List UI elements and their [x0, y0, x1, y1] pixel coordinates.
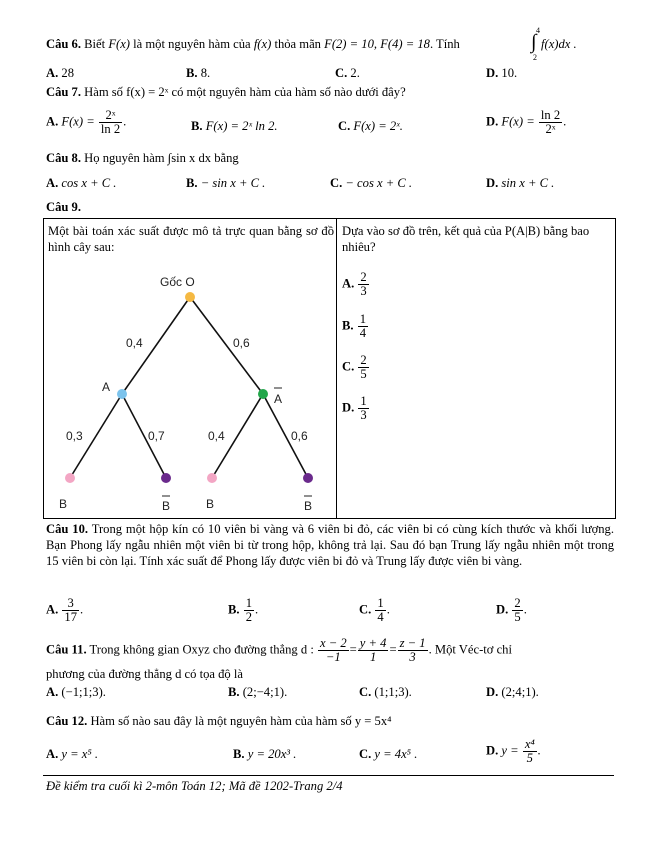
q6-option-d: [486, 66, 517, 81]
option-letter: A.: [46, 66, 59, 80]
option-letter: B.: [342, 318, 354, 333]
option-letter: C.: [359, 685, 372, 699]
q12-option-d: [486, 738, 541, 765]
option-letter: C.: [330, 176, 343, 190]
option-fraction: [244, 597, 254, 624]
option-prefix: F(x) =: [501, 114, 535, 129]
fraction-numerator: 2ˣ: [99, 109, 122, 123]
option-value: y = 20x³ .: [247, 747, 297, 761]
q6-option-b: [186, 66, 210, 81]
q12-label: Câu 12.: [46, 714, 88, 728]
leaf-b-2: [207, 473, 217, 483]
q7-option-a: [46, 109, 126, 136]
q9-option-d: [342, 395, 370, 422]
fraction-denominator: 17: [64, 610, 77, 624]
prob-abar-b: 0,4: [208, 429, 225, 443]
option-fraction: [62, 597, 79, 624]
q7-label: Câu 7.: [46, 85, 81, 99]
q7-text: Hàm số f(x) = 2ˣ có một nguyên hàm của hàm số nào dưới đây?: [84, 85, 406, 99]
option-letter: A.: [46, 747, 59, 761]
option-letter: C.: [335, 66, 348, 80]
fraction-denominator: ln 2: [100, 122, 121, 136]
fraction-numerator: x⁴: [524, 737, 535, 751]
fraction-numerator: 1: [360, 394, 367, 408]
option-letter: D.: [486, 66, 499, 80]
option-value: F(x) = 2ˣ ln 2.: [205, 119, 278, 133]
option-letter: C.: [359, 602, 372, 617]
option-value: 28: [61, 66, 74, 80]
line-fraction-x: [318, 637, 349, 664]
prob-abar-bbar: 0,6: [291, 429, 308, 443]
q11-text2: . Một Véc-tơ chỉ: [428, 642, 512, 657]
q6-option-a: [46, 66, 74, 81]
q8-option-c: [330, 176, 412, 191]
line-fraction-z: [398, 637, 428, 664]
q8-option-a: [46, 176, 116, 191]
option-letter: A.: [46, 685, 59, 699]
prob-a-b: 0,3: [66, 429, 83, 443]
q6-fx: f(x): [253, 37, 272, 51]
option-value: sin x + C .: [501, 176, 555, 190]
label-leaf-bbar-1: B: [162, 499, 171, 513]
q12-text: Hàm số nào sau đây là một nguyên hàm của hàm số y = 5x⁴: [90, 714, 392, 728]
fraction-numerator: 1: [245, 596, 253, 610]
node-a: [117, 389, 127, 399]
option-letter: B.: [186, 176, 198, 190]
option-value: (−1;1;3).: [61, 685, 106, 699]
option-letter: D.: [486, 114, 499, 129]
option-prefix: y =: [501, 743, 519, 758]
option-letter: B.: [191, 119, 203, 133]
fraction-denominator: 2ˣ: [545, 122, 556, 136]
label-leaf-bbar-2: B: [304, 499, 313, 513]
q10-text: Trong một hộp kín có 10 viên bi vàng và 6 viên bi đỏ, các viên bi có cùng kích thước và khối lượng. Bạn Phong lấy ngẫu nhiên một viên bi từ trong hộp, không trả lại. Sau đó bạn Trung lấy ngẫu nhiên một trong 15 viên bi còn lại. Tính xác suất để Phong lấy được viên bi đỏ và Trung lấy được viên bi vàng.: [46, 522, 615, 568]
q10-option-b: B. $\frac{1}{2}$ .: [228, 596, 259, 624]
fraction-numerator: 2: [360, 270, 367, 284]
fraction-numerator: 3: [62, 597, 79, 611]
q6-condition: F(2) = 10, F(4) = 18: [324, 37, 430, 51]
q8-option-b: [186, 176, 265, 191]
option-value: (2;−4;1).: [242, 685, 288, 699]
q8-option-d: [486, 176, 554, 191]
q12-stem: [46, 714, 392, 729]
root-node: [185, 292, 195, 302]
q6-int-upper: 4: [536, 26, 540, 35]
q6-Fx: F(x): [108, 37, 130, 51]
fraction-numerator: 2: [360, 353, 367, 367]
option-value: cos x + C .: [61, 176, 117, 190]
footer-rule: [43, 775, 614, 776]
q9-label: Câu 9.: [46, 200, 81, 214]
fraction-numerator: 2: [514, 596, 521, 610]
q9-option-c: [342, 354, 370, 381]
q6-text3: thỏa mãn: [274, 37, 321, 51]
root-label: Gốc O: [160, 275, 195, 289]
fraction-denominator: 3: [360, 284, 367, 298]
option-letter: C.: [338, 119, 351, 133]
q9-right-cell-text: Dựa vào sơ đồ trên, kết quả của P(A|B) bằng bao nhiêu?: [342, 224, 590, 254]
edge-root-abar: [190, 297, 263, 394]
option-letter: A.: [46, 114, 59, 129]
leaf-b-1: [65, 473, 75, 483]
option-letter: D.: [486, 685, 499, 699]
option-letter: C.: [342, 359, 355, 374]
q9-left-cell-text: Một bài toán xác suất được mô tả trực quan bằng sơ đồ hình cây sau:: [48, 224, 334, 254]
q9-option-b: [342, 313, 369, 340]
option-value: y = x⁵ .: [61, 747, 99, 761]
option-value: (2;4;1).: [501, 685, 539, 699]
fraction-denominator: 4: [359, 326, 367, 340]
option-value: 10.: [501, 66, 518, 80]
q6-label: Câu 6.: [46, 37, 81, 51]
option-letter: B.: [228, 602, 240, 617]
table-divider: [336, 219, 337, 518]
option-fraction: [358, 354, 368, 381]
label-node-abar: A: [274, 392, 283, 406]
option-prefix: F(x) =: [61, 114, 95, 129]
option-value: − cos x + C .: [345, 176, 413, 190]
q10-option-c: C. $\frac{1}{4}$ .: [359, 596, 390, 624]
fraction-denominator: 1: [369, 650, 377, 664]
q6-stem: [46, 37, 460, 52]
option-fraction: [358, 395, 368, 422]
q7-option-c: [338, 119, 403, 134]
option-letter: D.: [342, 400, 355, 415]
option-fraction: [358, 271, 368, 298]
option-value: 8.: [200, 66, 211, 80]
q9-table: [43, 218, 616, 519]
q11-option-d: [486, 685, 539, 700]
leaf-bbar-1: [161, 473, 171, 483]
leaf-bbar-2: [303, 473, 313, 483]
q12-option-a: [46, 747, 98, 762]
q8-label: Câu 8.: [46, 151, 81, 165]
option-suffix: .: [537, 743, 541, 758]
option-fraction: [539, 109, 562, 136]
option-suffix: .: [563, 114, 567, 129]
option-letter: D.: [486, 743, 499, 758]
q6-text2: là một nguyên hàm của: [133, 37, 251, 51]
fraction-denominator: 5: [526, 751, 533, 765]
option-value: − sin x + C .: [200, 176, 266, 190]
prob-root-abar: 0,6: [233, 336, 250, 350]
q8-stem: [46, 151, 239, 166]
label-leaf-b-2: B: [206, 497, 215, 511]
option-value: F(x) = 2ˣ.: [353, 119, 403, 133]
q12-option-c: [359, 747, 417, 762]
option-letter: A.: [342, 276, 355, 291]
q10-stem: [46, 521, 614, 569]
option-fraction: [523, 738, 537, 765]
q10-option-d: D. $\frac{2}{5}$ .: [496, 596, 527, 624]
option-value: 2.: [350, 66, 360, 80]
option-letter: B.: [233, 747, 245, 761]
label-leaf-b-1: B: [59, 497, 68, 511]
fraction-denominator: 3: [360, 408, 367, 422]
option-letter: B.: [186, 66, 198, 80]
q7-option-d: [486, 109, 566, 136]
fraction-numerator: z − 1: [399, 636, 426, 650]
line-fraction-y: [358, 637, 389, 664]
q10-label: Câu 10.: [46, 522, 89, 536]
fraction-denominator: 5: [514, 610, 521, 624]
option-fraction: [99, 109, 122, 136]
option-fraction: [512, 597, 522, 624]
prob-root-a: 0,4: [126, 336, 143, 350]
q6-text4: . Tính: [429, 37, 460, 51]
q12-option-b: [233, 747, 296, 762]
q6-option-c: [335, 66, 360, 81]
q6-int-lower: 2: [533, 53, 537, 62]
prob-a-bbar: 0,7: [148, 429, 165, 443]
fraction-numerator: y + 4: [359, 636, 387, 650]
q11-stem: Câu 11. Trong không gian Oxyz cho đường thẳng d : $\frac{x - 2}{-1}$ = $\frac{y + 4}{1}$ = $\frac{z - 1}{3}$ . Một Véc-tơ chỉ: [46, 636, 512, 664]
q6-text: Biết: [84, 37, 106, 51]
option-value: (1;1;3).: [374, 685, 412, 699]
fraction-numerator: 1: [359, 312, 367, 326]
fraction-denominator: 4: [377, 610, 384, 624]
fraction-numerator: 1: [377, 596, 384, 610]
q6-integral: [529, 26, 593, 62]
option-value: y = 4x⁵ .: [374, 747, 418, 761]
option-letter: A.: [46, 176, 59, 190]
q7-stem: [46, 85, 406, 100]
option-letter: C.: [359, 747, 372, 761]
fraction-numerator: x − 2: [319, 636, 347, 650]
q9-option-a: [342, 271, 370, 298]
option-suffix: .: [123, 114, 127, 129]
probability-tree-diagram: [44, 248, 336, 518]
fraction-denominator: −1: [325, 650, 341, 664]
q11-label: Câu 11.: [46, 642, 87, 657]
option-letter: D.: [486, 176, 499, 190]
q11-text: Trong không gian Oxyz cho đường thẳng d :: [89, 642, 314, 657]
q6-integrand: f(x)dx .: [541, 37, 577, 51]
fraction-denominator: 5: [360, 367, 367, 381]
label-node-a: A: [102, 380, 111, 394]
option-letter: A.: [46, 602, 59, 617]
option-letter: D.: [496, 602, 509, 617]
fraction-denominator: 3: [409, 650, 416, 664]
option-letter: B.: [228, 685, 240, 699]
option-fraction: [375, 597, 385, 624]
fraction-denominator: 2: [245, 610, 253, 624]
q11-option-c: [359, 685, 412, 700]
q11-option-b: [228, 685, 287, 700]
q11-stem-line2: phương của đường thẳng d có tọa độ là: [46, 667, 243, 681]
integral-sign: ∫: [531, 31, 537, 53]
q11-option-a: [46, 685, 106, 700]
option-fraction: [358, 313, 368, 340]
q8-text: Họ nguyên hàm ∫sin x dx bằng: [84, 151, 239, 165]
fraction-numerator: ln 2: [540, 108, 561, 122]
q7-option-b: [191, 119, 278, 134]
node-abar: [258, 389, 268, 399]
q10-option-a: A. $\frac{3}{17}$ .: [46, 596, 84, 624]
page-footer: Đề kiểm tra cuối kì 2-môn Toán 12; Mã đề 1202-Trang 2/4: [46, 779, 343, 793]
